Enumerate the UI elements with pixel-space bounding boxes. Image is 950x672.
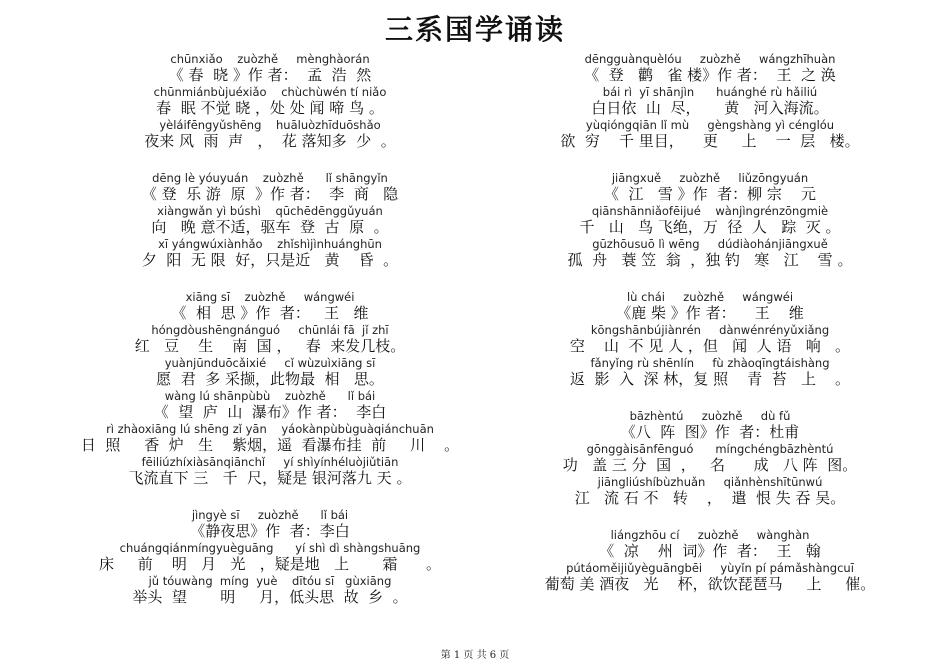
verse-line: 红 豆 生 南 国 ， 春 来发几枝。 <box>134 337 406 355</box>
poem-title: 《 江 雪 》作 者：柳 宗 元 <box>604 185 816 203</box>
right-column <box>525 52 895 594</box>
verse-pinyin: gūzhōusuō lì wēng dúdiàohánjiāngxuě <box>592 237 828 251</box>
poem-title-pinyin: chūnxiǎo zuòzhě mènghàorán <box>170 52 370 66</box>
poem-title-pinyin: dēngguànquèlóu zuòzhě wángzhīhuàn <box>584 52 836 66</box>
poem-title-pinyin: bāzhèntú zuòzhě dù fǔ <box>629 409 791 423</box>
poem-title-pinyin: jìngyè sī zuòzhě lǐ bái <box>191 508 349 522</box>
poem-block <box>80 171 460 270</box>
poem-title: 《鹿 柴 》作 者： 王 维 <box>616 304 804 322</box>
verse-pinyin: fǎnyǐng rù shēnlín fù zhàoqīngtáishàng <box>590 356 830 370</box>
verse-pinyin: xī yángwúxiànhǎo zhǐshìjìnhuánghūn <box>158 237 382 251</box>
verse-pinyin: yùqióngqiān lǐ mù gèngshàng yì cénglóu <box>585 118 835 132</box>
poem-title-pinyin: wàng lú shānpùbù zuòzhě lǐ bái <box>164 389 376 403</box>
verse-line: 举头 望 明 月，低头思 故 乡 。 <box>132 588 408 606</box>
verse-line: 夜来 风 雨 声 ， 花 落知多 少 。 <box>144 132 396 150</box>
verse-pinyin: rì zhàoxiāng lú shēng zǐ yān yáokànpùbùguàqiánchuān <box>106 422 434 436</box>
poem-title-pinyin: dēng lè yóuyuán zuòzhě lǐ shāngyǐn <box>152 171 388 185</box>
poem-block <box>525 528 895 594</box>
poem-block <box>80 389 460 488</box>
poem-title: 《 登 鹳 雀 楼》作 者： 王 之 涣 <box>584 66 836 84</box>
page-title: 三系国学诵读 <box>384 13 565 46</box>
verse-line: 空 山 不 见 人 ，但 闻 人 语 响 。 <box>569 337 851 355</box>
verse-pinyin: pútáoměijiǔyèguāngbēi yùyǐn pí pámǎshàngcuī <box>566 561 854 575</box>
left-column <box>80 52 460 607</box>
verse-line: 夕 阳 无 限 好，只是近 黄 昏 。 <box>141 251 399 269</box>
poem-title-pinyin: jiāngxuě zuòzhě liǔzōngyuán <box>611 171 809 185</box>
poem-title-pinyin: xiāng sī zuòzhě wángwéi <box>185 290 355 304</box>
poem-title: 《 相 思 》作 者： 王 维 <box>171 304 369 322</box>
poem-title: 《 登 乐 游 原 》作 者： 李 商 隐 <box>141 185 399 203</box>
poem-block <box>525 52 895 151</box>
poem-block <box>80 52 460 151</box>
verse-line: 江 流 石 不 转 ， 遣 恨 失 吞 吴。 <box>574 489 846 507</box>
poem-block <box>525 409 895 508</box>
poem-block <box>525 171 895 270</box>
verse-line: 飞流直下 三 千 尺，疑是 银河落九 天 。 <box>128 469 412 487</box>
poem-title: 《静夜思》作 者：李白 <box>190 522 350 540</box>
verse-pinyin: jiāngliúshíbùzhuǎn qiǎnhènshītūnwú <box>597 475 823 489</box>
verse-pinyin: qiānshānniǎofēijué wànjìngrénzōngmiè <box>591 204 829 218</box>
verse-line: 床 前 明 月 光 ，疑是地 上 霜 。 <box>98 555 442 573</box>
poem-title: 《 望 庐 山 瀑布》作 者： 李白 <box>153 403 387 421</box>
verse-line: 返 影 入 深 林，复 照 青 苔 上 。 <box>569 370 851 388</box>
verse-pinyin: kōngshānbújiànrén dànwénrényǔxiǎng <box>590 323 830 337</box>
verse-pinyin: chuángqiánmíngyuèguāng yí shì dì shàngshuāng <box>119 541 421 555</box>
verse-line: 孤 舟 蓑 笠 翁 ，独 钓 寒 江 雪 。 <box>567 251 853 269</box>
verse-line: 欲 穷 千 里目， 更 上 一 层 楼。 <box>560 132 860 150</box>
poem-block <box>525 290 895 389</box>
verse-pinyin: yuànjūnduōcǎixié cǐ wùzuìxiāng sī <box>164 356 376 370</box>
verse-line: 日 照 香 炉 生 紫烟，遥 看瀑布挂 前 川 。 <box>80 436 460 454</box>
verse-pinyin: fēiliúzhíxiàsānqiānchǐ yí shìyínhéluòjiǔtiān <box>141 455 399 469</box>
poem-block <box>80 508 460 607</box>
verse-pinyin: bái rì yī shānjìn huánghé rù hǎiliú <box>602 85 818 99</box>
poem-title-pinyin: liángzhōu cí zuòzhě wànghàn <box>610 528 810 542</box>
verse-pinyin: yèláifēngyǔshēng huāluòzhīduōshǎo <box>159 118 381 132</box>
verse-pinyin: jǔ tóuwàng míng yuè dītóu sī gùxiāng <box>148 574 392 588</box>
verse-line: 千 山 鸟 飞绝，万 径 人 踪 灭 。 <box>579 218 841 236</box>
verse-pinyin: chūnmiánbùjuéxiǎo chùchùwén tí niǎo <box>153 85 387 99</box>
poem-block <box>80 290 460 389</box>
verse-pinyin: xiàngwǎn yì búshì qūchēdēnggǔyuán <box>157 204 383 218</box>
page-footer: 第 1 页 共 6 页 <box>440 650 510 661</box>
poem-title: 《 春 晓 》作 者： 孟 浩 然 <box>168 66 372 84</box>
verse-line: 向 晚 意不适，驱车 登 古 原 。 <box>151 218 389 236</box>
verse-line: 愿 君 多 采撷，此物最 相 思。 <box>156 370 384 388</box>
verse-line: 白日依 山 尽， 黄 河入海流。 <box>591 99 829 117</box>
verse-line: 春 眠 不觉 晓 ，处 处 闻 啼 鸟 。 <box>156 99 384 117</box>
verse-line: 功 盖 三 分 国 ， 名 成 八 阵 图。 <box>562 456 858 474</box>
verse-pinyin: gōnggàisānfēnguó míngchéngbāzhèntú <box>586 442 834 456</box>
poem-title: 《八 阵 图》作 者：杜甫 <box>620 423 800 441</box>
verse-pinyin: hóngdòushēngnánguó chūnlái fā jǐ zhī <box>151 323 389 337</box>
verse-line: 葡萄 美 酒夜 光 杯，欲饮琵琶马 上 催。 <box>544 575 876 593</box>
poem-title-pinyin: lù chái zuòzhě wángwéi <box>626 290 794 304</box>
poem-title: 《 凉 州 词》作 者： 王 翰 <box>599 542 821 560</box>
